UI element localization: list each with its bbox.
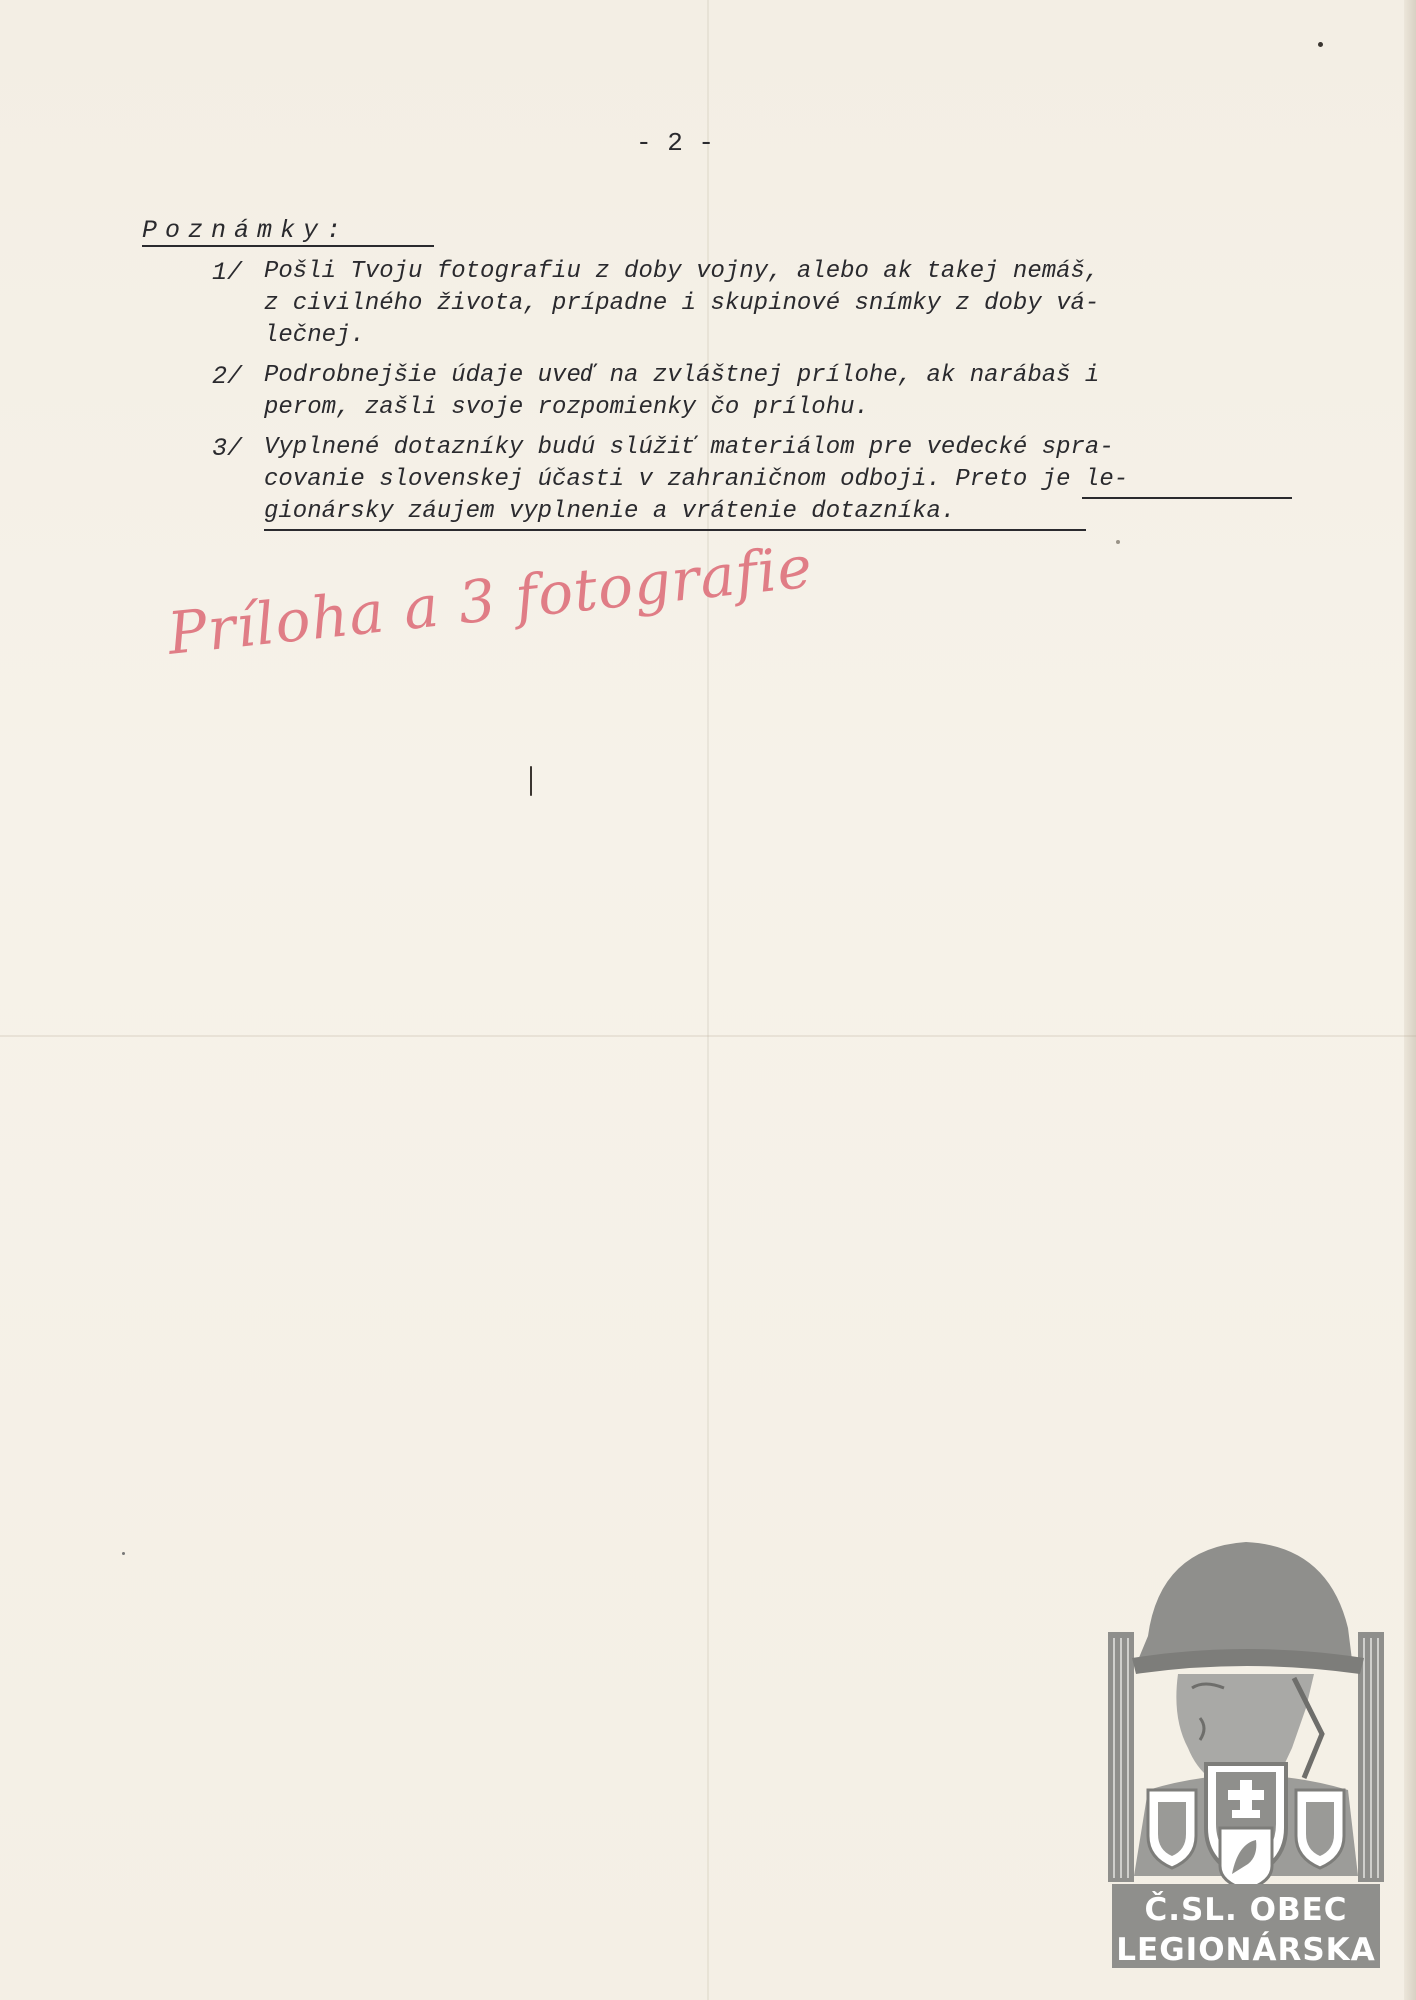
- note-line: covanie slovenskej účasti v zahraničnom odboji. Preto je le-: [264, 466, 1129, 493]
- page-edge: [1404, 0, 1416, 2000]
- paper-mark: [530, 766, 532, 796]
- page-number: - 2 -: [636, 128, 715, 158]
- archive-watermark-logo: [1108, 1528, 1384, 1976]
- note-line: z civilného života, prípadne i skupinové snímky z doby vá-: [264, 290, 1100, 317]
- paper-speck: [1318, 42, 1323, 47]
- paper-speck: [122, 1552, 125, 1555]
- note-number: 1/: [212, 258, 243, 287]
- note-line: Vyplnené dotazníky budú slúžiť materiálom pre vedecké spra-: [264, 434, 1114, 461]
- note-line: lečnej.: [264, 322, 365, 349]
- note-line: Podrobnejšie údaje uveď na zvláštnej prílohe, ak narábaš i: [264, 362, 1100, 389]
- handwritten-note: Príloha a 3 fotografie: [164, 532, 816, 668]
- heading-underline: [142, 245, 434, 247]
- note-line: gionársky záujem vyplnenie a vrátenie dotazníka.: [264, 498, 956, 525]
- notes-heading: Poznámky:: [142, 216, 350, 245]
- note-line: perom, zašli svoje rozpomienky čo prílohu.: [264, 394, 869, 421]
- note-number: 2/: [212, 362, 243, 391]
- emphasis-underline: [1082, 497, 1292, 499]
- stamp-text-line-1: Č.SL. OBEC: [1144, 1892, 1348, 1928]
- note-number: 3/: [212, 434, 243, 463]
- note-line: Pošli Tvoju fotografiu z doby vojny, alebo ak takej nemáš,: [264, 258, 1100, 285]
- stamp-text-line-2: LEGIONÁRSKA: [1116, 1932, 1376, 1968]
- paper-speck: [1116, 540, 1120, 544]
- emphasis-underline: [264, 529, 1086, 531]
- horizontal-fold-crease: [0, 1035, 1416, 1037]
